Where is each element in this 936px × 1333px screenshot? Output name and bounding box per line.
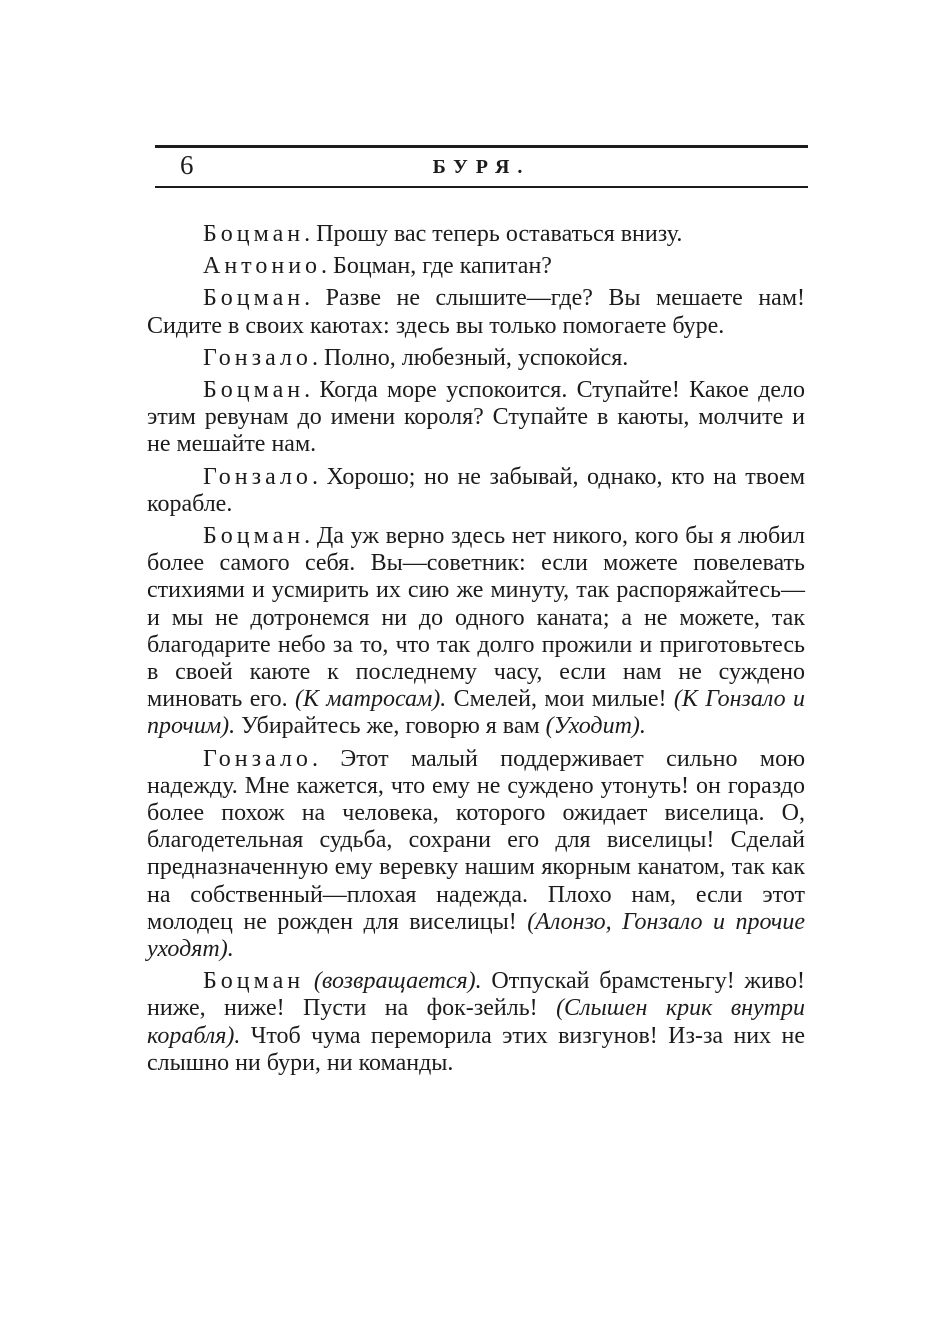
- paragraph: [147, 345, 805, 372]
- speech-text: . Прошу вас теперь оставаться внизу.: [304, 221, 683, 247]
- stage-direction: (Слышен крик внутри корабля).: [147, 995, 805, 1049]
- speech-text: . Полно, любезный, успокойся.: [311, 344, 629, 371]
- paragraph: [147, 377, 805, 459]
- header-rule-top: [155, 145, 808, 148]
- speech-text: . Хорошо; но не забывай, однако, кто на твоем корабле.: [147, 463, 805, 517]
- speech-text: Смелей, мои милые!: [446, 686, 674, 713]
- speaker-name: Боцман: [203, 221, 305, 247]
- speech-text: Отпускай брамстеньгу! живо! ниже, ниже! Пусти на фок-зейль!: [147, 968, 805, 1022]
- paragraph: [147, 523, 805, 741]
- running-title: БУРЯ.: [432, 156, 531, 178]
- stage-direction: (Уходит).: [545, 713, 646, 740]
- speaker-name: Антонио: [203, 253, 322, 280]
- text-body: [147, 221, 805, 1082]
- paragraph: [147, 464, 805, 518]
- stage-direction: (Алонзо, Гонзало и прочие уходят).: [147, 908, 805, 963]
- speech-text: . Разве не слышите—где? Вы мешаете нам! Сидите в своих каютах: здесь вы только помогаете буре.: [147, 285, 805, 339]
- speech-text: . Да уж верно здесь нет никого, кого бы я любил более самого себя. Вы—советник: если можете повелевать стихиями и усмирить их сию же минуту, так распоряжайтесь—и мы не дотронемся ни до одного каната; а не можете, так благодарите небо за то, что так долго прожили и приготовьтесь в своей каюте к последнему часу, если нам не суждено миновать его.: [147, 523, 805, 713]
- running-header: [155, 150, 808, 184]
- speaker-name: Гонзало: [203, 745, 312, 772]
- paragraph: [147, 221, 805, 248]
- header-rule-bottom: [155, 186, 808, 188]
- speaker-name: Боцман: [203, 377, 305, 404]
- paragraph: [147, 253, 805, 280]
- paragraph: [147, 968, 805, 1077]
- speaker-name: Гонзало: [203, 344, 312, 371]
- stage-direction: (возвращается).: [304, 968, 482, 995]
- page-number: 6: [180, 150, 194, 180]
- speaker-name: Боцман: [203, 523, 305, 550]
- speaker-name: Гонзало: [203, 463, 312, 490]
- paragraph: [147, 285, 805, 339]
- stage-direction: (К Гонзало и прочим).: [147, 686, 806, 740]
- speech-text: Чтоб чума переморила этих визгунов! Из-за них не слышно ни бури, ни команды.: [147, 1022, 805, 1076]
- speech-text: . Боцман, где капитан?: [321, 253, 552, 280]
- speaker-name: Боцман: [203, 285, 305, 312]
- stage-direction: (К матросам).: [295, 686, 447, 713]
- speaker-name: Боцман: [203, 968, 305, 995]
- paragraph: [147, 746, 805, 964]
- speech-text: . Этот малый поддерживает сильно мою надежду. Мне кажется, что ему не суждено утонуть! он гораздо более похож на человека, которого ожидает виселица. О, благодетельная судьба, сохрани его для виселицы! Сделай предназначенную ему веревку нашим якорным канатом, так как на собственный—плохая надежда. Плохо нам, если этот молодец не рожден для виселицы!: [147, 745, 805, 935]
- speech-text: Убирайтесь же, говорю я вам: [235, 713, 546, 740]
- speech-text: . Когда море успокоится. Ступайте! Какое дело этим ревунам до имени короля? Ступайте в каюты, молчите и не мешайте нам.: [147, 377, 805, 458]
